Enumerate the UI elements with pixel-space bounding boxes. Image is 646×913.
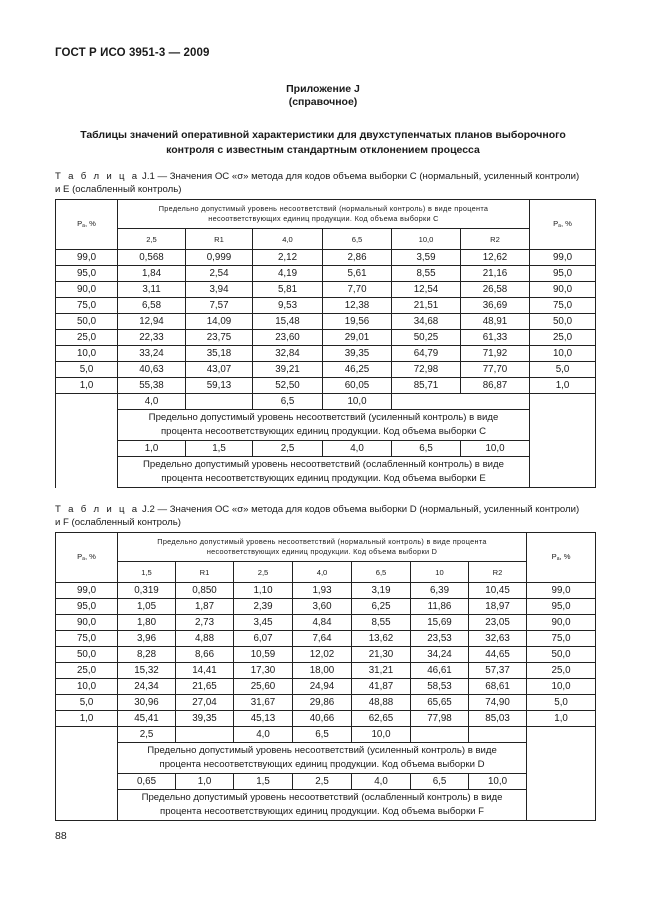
table1-reduced-value: 2,5: [253, 441, 323, 457]
table2-value-cell: 14,41: [176, 663, 234, 679]
table2-tight-header: Предельно допустимый уровень несоответствий (усиленный контроль) в виде процента несоответствующих единиц продукции. Код объема выборки D: [118, 743, 527, 774]
table1-pa-header: $P_a$, %: [56, 200, 118, 250]
table1-pa-cell: 90,0: [56, 282, 118, 298]
table1-reduced-value: 1,0: [118, 441, 186, 457]
table2-pa-header-right: $P_a$, %: [527, 533, 596, 583]
table2-value-cell: 74,90: [469, 695, 527, 711]
table2-value-cell: 29,86: [293, 695, 352, 711]
table1-value-cell: 3,94: [186, 282, 253, 298]
table1-pa-cell: 25,0: [56, 330, 118, 346]
table1: [55, 199, 596, 488]
section-title-line2: контроля с известным стандартным отклонением процесса: [166, 144, 480, 156]
table2-value-cell: 18,97: [469, 599, 527, 615]
section-title: [40, 128, 606, 158]
table1-value-cell: 46,25: [323, 362, 392, 378]
table1-value-cell: 7,70: [323, 282, 392, 298]
table2-reduced-value: 1,0: [176, 774, 234, 790]
table1-value-cell: 15,48: [253, 314, 323, 330]
table1-pa-cell: 1,0: [56, 378, 118, 394]
page-number: 88: [55, 830, 67, 842]
table2-pa-cell-right: 50,0: [527, 647, 596, 663]
section-title-line1: Таблицы значений оперативной характеристики для двухступенчатых планов выборочного: [80, 129, 566, 141]
table2-tight-value: 2,5: [118, 727, 176, 743]
table1-value-cell: 3,59: [392, 250, 461, 266]
table1-value-cell: 43,07: [186, 362, 253, 378]
table2-value-cell: 57,37: [469, 663, 527, 679]
table2-value-cell: 3,96: [118, 631, 176, 647]
table2-value-cell: 30,96: [118, 695, 176, 711]
table1-tight-value: [392, 394, 530, 410]
table-row: [56, 346, 596, 362]
table1-reduced-value: 6,5: [392, 441, 461, 457]
document-header: ГОСТ Р ИСО 3951-3 — 2009: [55, 47, 210, 59]
table2-reduced-value: 1,5: [234, 774, 293, 790]
table1-column-header: R2: [461, 229, 530, 250]
table-row: [56, 266, 596, 282]
table2-value-cell: 85,03: [469, 711, 527, 727]
table1-value-cell: 21,16: [461, 266, 530, 282]
table2-pa-cell-right: 95,0: [527, 599, 596, 615]
table2-value-cell: 2,73: [176, 615, 234, 631]
table2-value-cell: 40,66: [293, 711, 352, 727]
table1-value-cell: 34,68: [392, 314, 461, 330]
table2-pa-cell: 90,0: [56, 615, 118, 631]
table2-value-cell: 65,65: [411, 695, 469, 711]
table1-tight-value: [186, 394, 253, 410]
table2-value-cell: 8,55: [352, 615, 411, 631]
table1-pa-cell: 50,0: [56, 314, 118, 330]
table2-value-cell: 23,53: [411, 631, 469, 647]
table1-value-cell: 40,63: [118, 362, 186, 378]
table2-pa-cell-right: 25,0: [527, 663, 596, 679]
table2-reduced-value: 2,5: [293, 774, 352, 790]
table2-column-header: 4,0: [293, 562, 352, 583]
table2-value-cell: 13,62: [352, 631, 411, 647]
table2: [55, 532, 596, 821]
table-row: [56, 695, 596, 711]
table1-reduced-value: 1,5: [186, 441, 253, 457]
table2-value-cell: 46,61: [411, 663, 469, 679]
table1-column-header: 2,5: [118, 229, 186, 250]
table2-value-cell: 4,84: [293, 615, 352, 631]
table1-pa-cell: 99,0: [56, 250, 118, 266]
table1-value-cell: 4,19: [253, 266, 323, 282]
table2-pa-cell-right: 1,0: [527, 711, 596, 727]
table2-reduced-value: 4,0: [352, 774, 411, 790]
table2-value-cell: 15,69: [411, 615, 469, 631]
table2-pa-header: $P_a$, %: [56, 533, 118, 583]
table2-value-cell: 31,21: [352, 663, 411, 679]
table1-value-cell: 48,91: [461, 314, 530, 330]
table1-value-cell: 35,18: [186, 346, 253, 362]
table-row: [56, 663, 596, 679]
table2-pa-cell: 75,0: [56, 631, 118, 647]
table2-value-cell: 4,88: [176, 631, 234, 647]
table2-value-cell: 3,19: [352, 583, 411, 599]
table1-value-cell: 23,75: [186, 330, 253, 346]
table2-value-cell: 17,30: [234, 663, 293, 679]
table1-value-cell: 55,38: [118, 378, 186, 394]
table1-pa-cell: 5,0: [56, 362, 118, 378]
table2-value-cell: 23,05: [469, 615, 527, 631]
table1-value-cell: 12,38: [323, 298, 392, 314]
table1-value-cell: 86,87: [461, 378, 530, 394]
table2-value-cell: 62,65: [352, 711, 411, 727]
table2-value-cell: 68,61: [469, 679, 527, 695]
table1-value-cell: 33,24: [118, 346, 186, 362]
table2-value-cell: 0,850: [176, 583, 234, 599]
table2-tight-value: 6,5: [293, 727, 352, 743]
table1-value-cell: 2,12: [253, 250, 323, 266]
table1-value-cell: 7,57: [186, 298, 253, 314]
table1-reduced-header: Предельно допустимый уровень несоответствий (ослабленный контроль) в виде процента несоответствующих единиц продукции. Код объема выборки E: [118, 457, 530, 488]
table2-value-cell: 1,10: [234, 583, 293, 599]
table2-normal-header: Предельно допустимый уровень несоответствий (нормальный контроль) в виде процента несоответствующих единиц продукции. Код объема выборки D: [118, 533, 527, 562]
table2-value-cell: 8,28: [118, 647, 176, 663]
table2-value-cell: 24,34: [118, 679, 176, 695]
table1-tight-value: 6,5: [253, 394, 323, 410]
table1-value-cell: 77,70: [461, 362, 530, 378]
table1-value-cell: 64,79: [392, 346, 461, 362]
table1-value-cell: 2,54: [186, 266, 253, 282]
table2-column-header: 10: [411, 562, 469, 583]
table2-column-header: 2,5: [234, 562, 293, 583]
table2-value-cell: 6,07: [234, 631, 293, 647]
table2-value-cell: 3,45: [234, 615, 293, 631]
appendix-title: Приложение J: [286, 83, 360, 95]
table2-pa-cell-right: 90,0: [527, 615, 596, 631]
table1-value-cell: 0,568: [118, 250, 186, 266]
table1-footer-right-blank: [530, 394, 596, 488]
table2-caption-line2: и F (ослабленный контроль): [55, 517, 181, 528]
table1-value-cell: 32,84: [253, 346, 323, 362]
table2-pa-cell: 99,0: [56, 583, 118, 599]
table2-value-cell: 10,45: [469, 583, 527, 599]
table-row: [56, 330, 596, 346]
table1-value-cell: 61,33: [461, 330, 530, 346]
table1-pa-cell-right: 75,0: [530, 298, 596, 314]
table1-value-cell: 0,999: [186, 250, 253, 266]
table2-value-cell: 8,66: [176, 647, 234, 663]
table1-pa-cell-right: 99,0: [530, 250, 596, 266]
table1-value-cell: 1,84: [118, 266, 186, 282]
table2-value-cell: 15,32: [118, 663, 176, 679]
table2-value-cell: 1,05: [118, 599, 176, 615]
table2-value-cell: 3,60: [293, 599, 352, 615]
table1-value-cell: 36,69: [461, 298, 530, 314]
table2-value-cell: 34,24: [411, 647, 469, 663]
table1-value-cell: 21,51: [392, 298, 461, 314]
table-row: [56, 314, 596, 330]
table2-reduced-value: 6,5: [411, 774, 469, 790]
table1-reduced-value: 4,0: [323, 441, 392, 457]
table2-reduced-value: 10,0: [469, 774, 527, 790]
table-row: [56, 298, 596, 314]
table1-value-cell: 29,01: [323, 330, 392, 346]
table-row: [56, 599, 596, 615]
table1-value-cell: 39,35: [323, 346, 392, 362]
table1-value-cell: 26,58: [461, 282, 530, 298]
table1-value-cell: 85,71: [392, 378, 461, 394]
table1-column-header: 10,0: [392, 229, 461, 250]
table1-value-cell: 14,09: [186, 314, 253, 330]
table1-pa-cell-right: 1,0: [530, 378, 596, 394]
table1-value-cell: 72,98: [392, 362, 461, 378]
table1-value-cell: 52,50: [253, 378, 323, 394]
table2-pa-cell-right: 5,0: [527, 695, 596, 711]
table1-value-cell: 9,53: [253, 298, 323, 314]
table1-pa-cell-right: 50,0: [530, 314, 596, 330]
table1-value-cell: 22,33: [118, 330, 186, 346]
table2-tight-value: [176, 727, 234, 743]
table1-column-header: 6,5: [323, 229, 392, 250]
table2-tight-value: 10,0: [352, 727, 411, 743]
table2-value-cell: 45,13: [234, 711, 293, 727]
table1-caption-prefix: Т а б л и ц а: [55, 171, 140, 182]
table1-pa-cell-right: 5,0: [530, 362, 596, 378]
table2-footer-left-blank: [56, 727, 118, 821]
table2-value-cell: 1,80: [118, 615, 176, 631]
table1-value-cell: 8,55: [392, 266, 461, 282]
table1-value-cell: 50,25: [392, 330, 461, 346]
table2-value-cell: 11,86: [411, 599, 469, 615]
table1-value-cell: 60,05: [323, 378, 392, 394]
table2-value-cell: 2,39: [234, 599, 293, 615]
table2-value-cell: 25,60: [234, 679, 293, 695]
table2-value-cell: 12,02: [293, 647, 352, 663]
table1-tight-value: 10,0: [323, 394, 392, 410]
table2-pa-cell: 25,0: [56, 663, 118, 679]
table2-value-cell: 39,35: [176, 711, 234, 727]
table2-column-header: 1,5: [118, 562, 176, 583]
table1-pa-cell: 75,0: [56, 298, 118, 314]
table1-value-cell: 71,92: [461, 346, 530, 362]
table2-value-cell: 32,63: [469, 631, 527, 647]
table1-pa-cell-right: 90,0: [530, 282, 596, 298]
table2-value-cell: 6,39: [411, 583, 469, 599]
table2-column-header: R1: [176, 562, 234, 583]
table2-value-cell: 18,00: [293, 663, 352, 679]
table1-column-header: 4,0: [253, 229, 323, 250]
table2-value-cell: 31,67: [234, 695, 293, 711]
table2-value-cell: 41,87: [352, 679, 411, 695]
table-row: [56, 250, 596, 266]
table1-tight-value: 4,0: [118, 394, 186, 410]
table2-tight-value: [469, 727, 527, 743]
table2-value-cell: 0,319: [118, 583, 176, 599]
table2-pa-cell-right: 99,0: [527, 583, 596, 599]
table1-value-cell: 12,94: [118, 314, 186, 330]
table1-pa-header-right: $P_a$, %: [530, 200, 596, 250]
table2-value-cell: 21,65: [176, 679, 234, 695]
table1-column-header: R1: [186, 229, 253, 250]
table2-value-cell: 1,93: [293, 583, 352, 599]
table2-value-cell: 45,41: [118, 711, 176, 727]
table1-value-cell: 39,21: [253, 362, 323, 378]
table2-column-header: 6,5: [352, 562, 411, 583]
table2-pa-cell-right: 10,0: [527, 679, 596, 695]
table1-value-cell: 19,56: [323, 314, 392, 330]
table-row: [56, 362, 596, 378]
table1-pa-cell-right: 10,0: [530, 346, 596, 362]
table1-footer-left-blank: [56, 394, 118, 488]
table-row: [56, 647, 596, 663]
table2-value-cell: 6,25: [352, 599, 411, 615]
table1-value-cell: 5,81: [253, 282, 323, 298]
table2-caption: [55, 503, 595, 529]
table-row: [56, 583, 596, 599]
table2-value-cell: 24,94: [293, 679, 352, 695]
table2-caption-prefix: Т а б л и ц а: [55, 504, 140, 515]
table2-pa-cell: 1,0: [56, 711, 118, 727]
table2-value-cell: 1,87: [176, 599, 234, 615]
table1-caption: [55, 170, 595, 196]
table1-value-cell: 23,60: [253, 330, 323, 346]
table2-caption-line1: J.2 — Значения ОС «σ» метода для кодов объема выборки D (нормальный, усиленный контроли): [139, 504, 580, 515]
table-row: [56, 615, 596, 631]
table1-normal-header: Предельно допустимый уровень несоответствий (нормальный контроль) в виде процента несоответствующих единиц продукции. Код объема выборки C: [118, 200, 530, 229]
table1-value-cell: 12,54: [392, 282, 461, 298]
table1-reduced-value: 10,0: [461, 441, 530, 457]
table1-value-cell: 6,58: [118, 298, 186, 314]
table2-value-cell: 77,98: [411, 711, 469, 727]
table2-pa-cell: 50,0: [56, 647, 118, 663]
table2-pa-cell: 10,0: [56, 679, 118, 695]
table-row: [56, 378, 596, 394]
table1-value-cell: 59,13: [186, 378, 253, 394]
table1-pa-cell-right: 95,0: [530, 266, 596, 282]
table2-value-cell: 10,59: [234, 647, 293, 663]
appendix-note: (справочное): [288, 96, 358, 108]
table2-value-cell: 27,04: [176, 695, 234, 711]
table2-reduced-header: Предельно допустимый уровень несоответствий (ослабленный контроль) в виде процента несоответствующих единиц продукции. Код объема выборки F: [118, 790, 527, 821]
table2-value-cell: 48,88: [352, 695, 411, 711]
table1-value-cell: 3,11: [118, 282, 186, 298]
table1-value-cell: 12,62: [461, 250, 530, 266]
table2-value-cell: 44,65: [469, 647, 527, 663]
table-row: [56, 679, 596, 695]
table-row: [56, 282, 596, 298]
table1-caption-line2: и E (ослабленный контроль): [55, 184, 182, 195]
table2-reduced-value: 0,65: [118, 774, 176, 790]
table1-pa-cell: 10,0: [56, 346, 118, 362]
table2-pa-cell: 95,0: [56, 599, 118, 615]
table1-pa-cell: 95,0: [56, 266, 118, 282]
table1-pa-cell-right: 25,0: [530, 330, 596, 346]
table2-tight-value: 4,0: [234, 727, 293, 743]
table2-pa-cell: 5,0: [56, 695, 118, 711]
table2-tight-value: [411, 727, 469, 743]
table2-value-cell: 58,53: [411, 679, 469, 695]
table1-value-cell: 5,61: [323, 266, 392, 282]
table-row: [56, 631, 596, 647]
table1-tight-header: Предельно допустимый уровень несоответствий (усиленный контроль) в виде процента несоответствующих единиц продукции. Код объема выборки C: [118, 410, 530, 441]
table-row: [56, 711, 596, 727]
table2-pa-cell-right: 75,0: [527, 631, 596, 647]
table1-value-cell: 2,86: [323, 250, 392, 266]
table2-value-cell: 7,64: [293, 631, 352, 647]
table2-column-header: R2: [469, 562, 527, 583]
table2-footer-right-blank: [527, 727, 596, 821]
table1-caption-line1: J.1 — Значения ОС «σ» метода для кодов объема выборки C (нормальный, усиленный контроли): [139, 171, 580, 182]
table2-value-cell: 21,30: [352, 647, 411, 663]
